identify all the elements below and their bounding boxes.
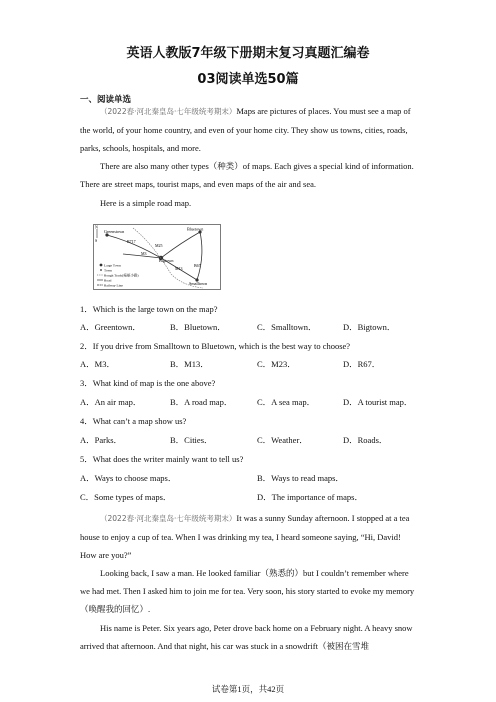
q5-option-c: C．Some types of maps．: [80, 492, 172, 502]
passage1-paragraph2: There are also many other types（种类）of maps. Each gives a special kind of information. There are street maps, tourist maps, and even maps of the air and sea.: [80, 161, 414, 189]
question-5: 5．What does the writer mainly want to tell us?: [80, 454, 244, 464]
passage1-paragraph3: Here is a simple road map.: [100, 198, 192, 208]
passage1-paragraph1: （2022春·河北秦皇岛·七年级统考期末）Maps are pictures of places. You must see a map of the world, of your home country, and even of your home city. They show us towns, cities, roads, parks, schools, hospitals, and more.: [80, 106, 411, 153]
question-1: 1．Which is the large town on the map?: [80, 304, 218, 314]
q2-option-b: B．M13．: [170, 359, 209, 369]
passage1-source: （2022春·河北秦皇岛·七年级统考期末）: [100, 107, 237, 116]
map-road-b67: B67: [194, 263, 201, 268]
map-road-m13: M13: [175, 266, 183, 271]
q4-option-d: D．Roads．: [343, 435, 388, 445]
section-heading: 一、阅读单选: [80, 95, 132, 105]
q1-option-b: B．Bluetown．: [170, 322, 226, 332]
legend-town: Town: [104, 268, 112, 273]
compass-n: N: [95, 224, 98, 230]
page-footer: 试卷第1页，共42页: [211, 684, 285, 694]
q1-option-a: A．Greentown．: [80, 322, 141, 332]
q2-option-a: A．M3．: [80, 359, 115, 369]
map-place-greenstown: Greenstown: [104, 229, 125, 234]
q4-option-c: C．Weather．: [257, 435, 308, 445]
q1-option-d: D．Bigtown．: [343, 322, 396, 332]
passage2-source: （2022春·河北秦皇岛·七年级统考期末）: [100, 514, 237, 523]
legend-railway-line: Railway Line: [104, 283, 123, 288]
map-place-bluetown: Bluetown: [187, 226, 204, 232]
q3-option-b: B．A road map．: [170, 397, 233, 407]
map-place-smalltown: Smalltown: [189, 281, 208, 286]
map-place-bigtown: Bigtown: [159, 258, 174, 263]
passage2-paragraph2: Looking back, I saw a man. He looked familiar（熟悉的）but I couldn’t remember where we had met. Then I asked him to join me for tea. Very soon, his story started to evoke my memory（唤醒我的回忆）.: [80, 568, 415, 614]
document-subtitle: 03阅读单选50篇: [197, 72, 299, 87]
legend-large-town: Large Town: [104, 263, 121, 268]
passage2-paragraph1: （2022春·河北秦皇岛·七年级统考期末）It was a sunny Sunday afternoon. I stopped at a tea house to enjoy a cup of tea. When I was drinking my tea, I heard someone saying, “Hi, David! How are you?”: [80, 513, 410, 560]
question-2: 2．If you drive from Smalltown to Bluetown, which is the best way to choose?: [80, 341, 351, 351]
q3-option-c: C．A sea map．: [257, 397, 316, 407]
q1-option-c: C．Smalltown．: [257, 322, 317, 332]
q5-option-a: A．Ways to choose maps．: [80, 473, 177, 483]
legend-road: Road: [104, 278, 112, 283]
map-road-b717: B717: [127, 239, 136, 244]
q3-option-a: A．An air map．: [80, 397, 142, 407]
q4-option-b: B．Cities．: [170, 435, 213, 445]
q5-option-b: B．Ways to read maps．: [257, 473, 344, 483]
legend-rough-track: Rough Track(崎岖小路): [104, 273, 139, 278]
q2-option-d: D．R67．: [343, 359, 381, 369]
map-road-m3: M3: [141, 251, 147, 256]
q5-option-d: D．The importance of maps．: [257, 492, 363, 502]
map-road-m25: M25: [155, 243, 163, 248]
q2-option-c: C．M23．: [257, 359, 296, 369]
compass-s: S: [95, 238, 98, 243]
document-title: 英语人教版7年级下册期末复习真题汇编卷: [126, 46, 370, 61]
passage2-paragraph3: His name is Peter. Six years ago, Peter drove back home on a February night. A heavy snow arrived that afternoon. And that night, his car was stuck in a snowdrift（被困在雪堆: [80, 623, 413, 651]
question-3: 3．What kind of map is the one above?: [80, 378, 216, 388]
question-4: 4．What can’t a map show us?: [80, 416, 187, 426]
q3-option-d: D．A tourist map．: [343, 397, 413, 407]
q4-option-a: A．Parks．: [80, 435, 123, 445]
road-map-figure: [93, 224, 221, 290]
